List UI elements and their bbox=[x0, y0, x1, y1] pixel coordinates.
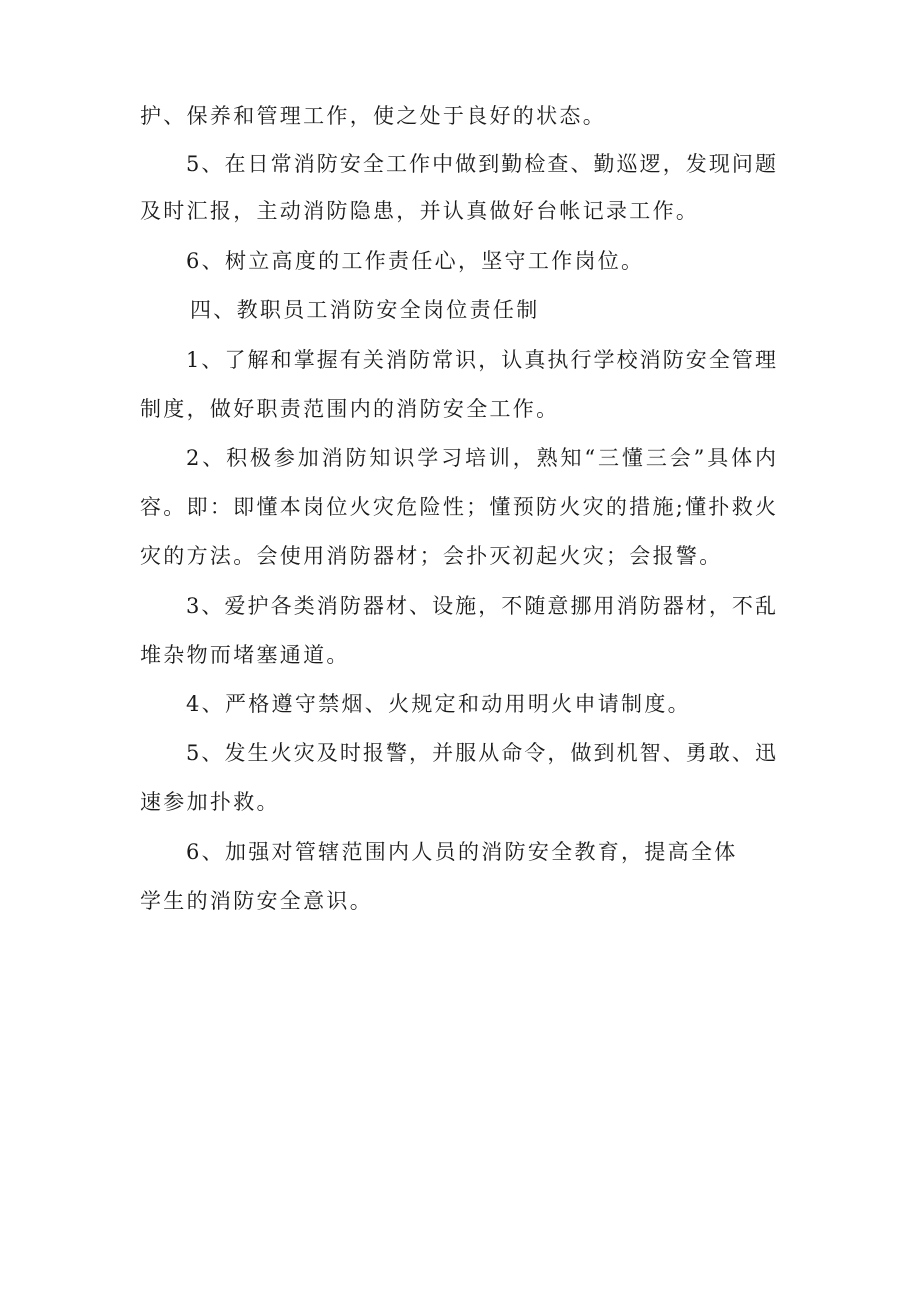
section-heading: 四、教职员工消防安全岗位责任制 bbox=[190, 298, 540, 322]
text-line: 速参加扑救。 bbox=[140, 790, 280, 814]
text-line: 1、了解和掌握有关消防常识，认真执行学校消防安全管理 bbox=[186, 348, 776, 372]
text-line: 5、在日常消防安全工作中做到勤检查、勤巡逻，发现问题 bbox=[186, 152, 776, 176]
text-line: 制度，做好职责范围内的消防安全工作。 bbox=[140, 397, 560, 421]
text-line: 堆杂物而堵塞通道。 bbox=[140, 643, 350, 667]
text-line: 6、树立高度的工作责任心，坚守工作岗位。 bbox=[186, 249, 645, 273]
text-line: 学生的消防安全意识。 bbox=[140, 889, 373, 913]
text-line: 灾的方法。会使用消防器材；会扑灭初起火灾；会报警。 bbox=[140, 544, 723, 568]
text-line: 5、发生火灾及时报警，并服从命令，做到机智、勇敢、迅 bbox=[186, 741, 776, 765]
text-line: 6、加强对管辖范围内人员的消防安全教育，提高全体 bbox=[186, 840, 738, 864]
text-line: 护、保养和管理工作，使之处于良好的状态。 bbox=[140, 104, 606, 128]
text-line: 容。即：即懂本岗位火灾危险性；懂预防火灾的措施;懂扑救火 bbox=[140, 495, 776, 519]
text-line: 2、积极参加消防知识学习培训，熟知“三懂三会”具体内 bbox=[186, 446, 776, 470]
text-line: 4、严格遵守禁烟、火规定和动用明火申请制度。 bbox=[186, 692, 691, 716]
text-line: 3、爱护各类消防器材、设施，不随意挪用消防器材，不乱 bbox=[186, 594, 776, 618]
text-line: 及时汇报，主动消防隐患，并认真做好台帐记录工作。 bbox=[140, 199, 700, 223]
